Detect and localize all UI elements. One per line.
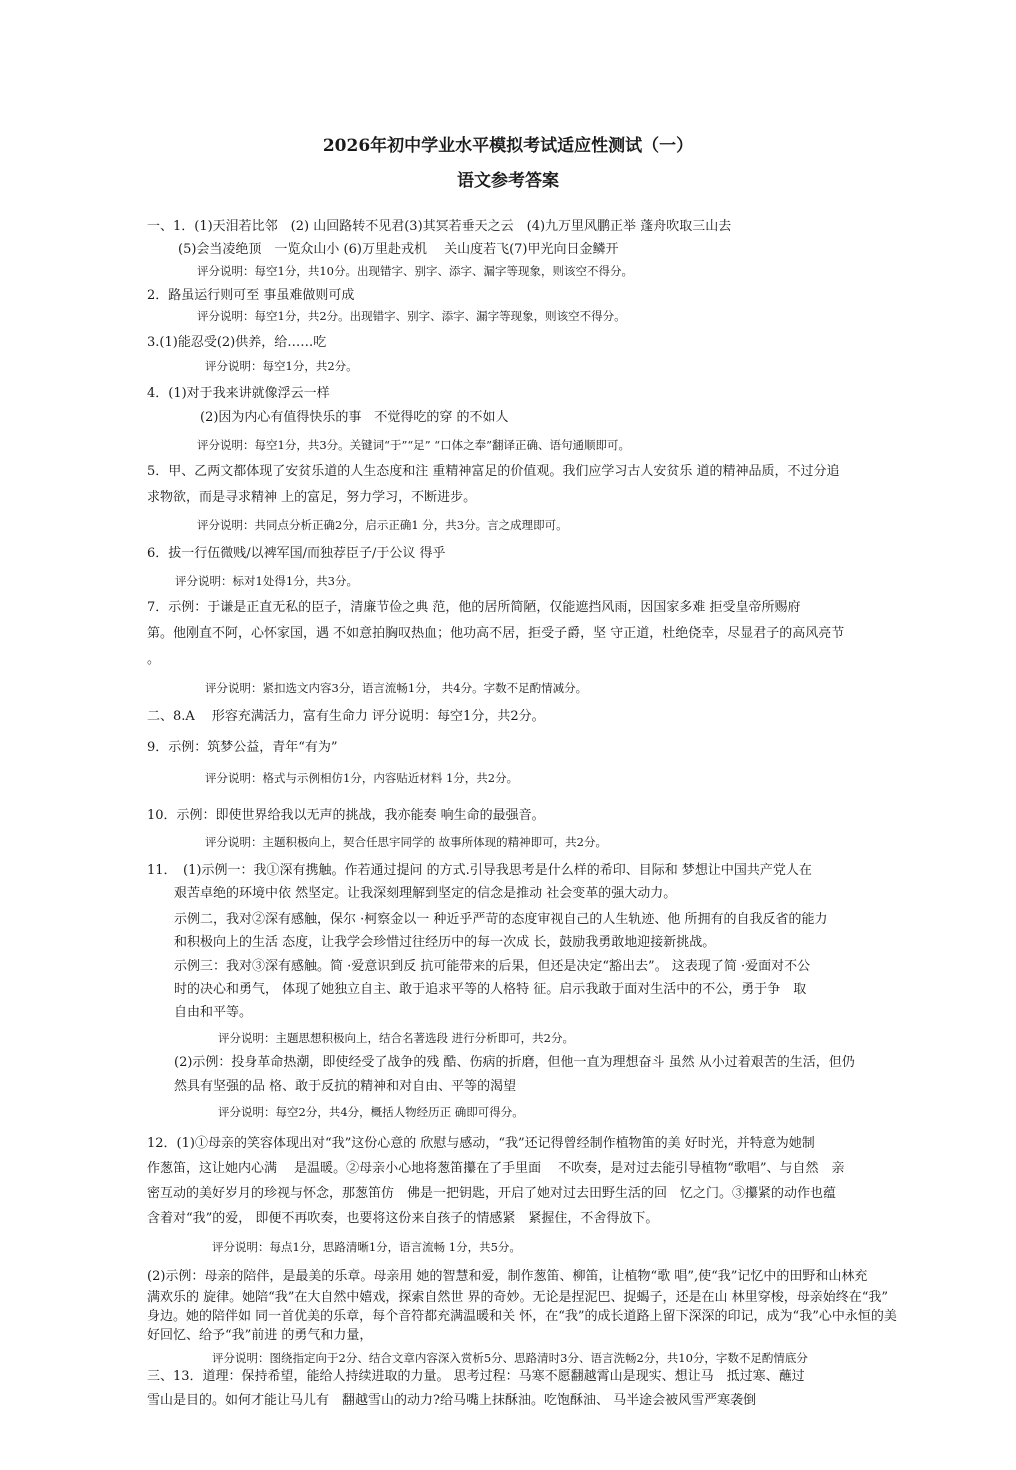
page-title: 2026年初中学业水平模拟考试适应性测试（一） [322, 136, 694, 156]
answer-line-12g: 身边。她的陪伴如 同一首优美的乐章，每个音符都充满温暖和关 怀，在“我”的成长道路上留下深深的印记，成为“我”心中永恒的美 [147, 1309, 897, 1324]
answer-line-11f: 时的决心和勇气， 体现了她独立自主、敢于追求平等的人格特 征。启示我敢于面对生活中的不公，勇于争 取 [174, 982, 807, 997]
answer-line-13b: 雪山是目的。如何才能让马儿有 翻越雪山的动力?给马嘴上抹酥油。吃饱酥油、 马半途会被风雪严寒袭倒 [147, 1393, 757, 1408]
scoring-note-3: 评分说明：每空1分，共2分。 [205, 359, 358, 373]
answer-line-12d: 含着对“我”的爱， 即便不再吹奏，也要将这份来自孩子的情感紧 紧握住，不舍得放下。 [147, 1211, 659, 1226]
scoring-note-7: 评分说明：紧扣选文内容3分，语言流畅1分， 共4分。字数不足酌情减分。 [205, 681, 588, 695]
answer-line-12h: 好回忆、给予“我”前进 的勇气和力量， [147, 1328, 373, 1343]
answer-line-11h: (2)示例：投身革命热潮，即使经受了战争的残 酷、伤病的折磨，但他一直为理想奋斗 虽然 从小过着艰苦的生活，但仍 [174, 1055, 855, 1070]
scoring-note-6: 评分说明：标对1处得1分，共3分。 [175, 574, 358, 588]
scoring-note-9: 评分说明：格式与示例相仿1分，内容贴近材料 1分，共2分。 [205, 771, 519, 785]
answer-line-9: 9．示例：筑梦公益，青年“有为” [147, 740, 338, 755]
answer-line-13a: 三、13．道理：保持希望，能给人持续进取的力量。 思考过程：马寒不愿翻越霄山是现实、想让马 抵过寒、蘸过 [147, 1369, 805, 1384]
answer-line-12e: (2)示例：母亲的陪伴，是最美的乐章。母亲用 她的智慧和爱，制作葱笛、柳笛，让植物“歌 唱”,使“我”记忆中的田野和山林充 [147, 1269, 868, 1284]
answer-line-11c: 示例二，我对②深有感触，保尔 ·柯察金以一 种近乎严苛的态度审视自己的人生轨迹、他 所拥有的自我反省的能力 [174, 912, 828, 927]
scoring-note-11b: 评分说明：每空2分，共4分，概括人物经历正 确即可得分。 [218, 1105, 524, 1119]
answer-line-8: 二、8.A 形容充满活力，富有生命力 评分说明：每空1分，共2分。 [147, 709, 545, 724]
answer-line-12f: 满欢乐的 旋律。她陪“我”在大自然中嬉戏，探索自然世 界的奇妙。无论是捏泥巴、捉蝎子，还是在山 林里穿梭，母亲始终在“我” [147, 1290, 888, 1305]
answer-line-3: 3.(1)能忍受(2)供养，给……吃 [147, 335, 327, 350]
answer-line-11a: 11． (1)示例一：我①深有携触。作若通过提问 的方式.引导我思考是什么样的希印、目际和 梦想让中国共产党人在 [147, 863, 812, 878]
answer-line-2: 2．路虽运行则可至 事虽难做则可成 [147, 288, 355, 303]
answer-line-12b: 作葱笛，这让她内心满 是温暖。②母亲小心地将葱笛攥在了手里面 不吹奏，是对过去能引导植物“歌唱”、与自然 亲 [147, 1161, 845, 1176]
scoring-note-5: 评分说明：共同点分析正确2分，启示正确1 分，共3分。言之成理即可。 [197, 518, 568, 532]
answer-line-10: 10．示例：即使世界给我以无声的挑战，我亦能奏 响生命的最强音。 [147, 808, 545, 823]
scoring-note-4: 评分说明：每空1分，共3分。关键词“于”“足” “口体之奉”翻译正确、语句通顺即可。 [197, 438, 631, 452]
answer-line-12a: 12．(1)①母亲的笑容体现出对“我”这份心意的 欣慰与感动，“我”还记得曾经制作植物笛的美 好时光，并特意为她制 [147, 1136, 815, 1151]
answer-line-1: 一、1．(1)天泪若比邻 (2) 山回路转不见君(3)其冥若垂天之云 (4)九万里风鹏正举 蓬舟吹取三山去 [147, 219, 732, 234]
scoring-note-1: 评分说明：每空1分，共10分。出现错字、别字、添字、漏字等现象，则该空不得分。 [197, 264, 633, 278]
answer-line-1-cont: (5)会当凌绝顶 一览众山小 (6)万里赴戎机 关山度若飞(7)甲光向日金鳞开 [178, 242, 619, 257]
scoring-note-12a: 评分说明：每点1分，思路清晰1分，语言流畅 1分，共5分。 [212, 1240, 521, 1254]
scoring-note-11a: 评分说明：主题思想积极向上，结合名著选段 进行分析即可，共2分。 [218, 1031, 574, 1045]
answer-line-11e: 示例三：我对③深有感触。简 ·爱意识到反 抗可能带来的后果，但还是决定“豁出去”。 这表现了简 ·爱面对不公 [174, 959, 811, 974]
page-subtitle: 语文参考答案 [457, 171, 559, 191]
answer-line-11d: 和积极向上的生活 态度，让我学会珍惜过往经历中的每一次成 长，鼓励我勇敢地迎接新挑战。 [174, 935, 716, 950]
answer-line-7a: 7．示例：于谦是正直无私的臣子，清廉节俭之典 范，他的居所简陋，仅能遮挡风雨，因国家多难 拒受皇帝所赐府 [147, 600, 801, 615]
scoring-note-2: 评分说明：每空1分，共2分。出现错字、别字、添字、漏字等现象，则该空不得分。 [197, 309, 626, 323]
answer-line-12c: 密互动的美好岁月的珍视与怀念，那葱笛仿 佛是一把钥匙，开启了她对过去田野生活的回 忆之门。③攥紧的动作也蕴 [147, 1186, 837, 1201]
answer-line-11g: 自由和平等。 [174, 1005, 253, 1020]
scoring-note-10: 评分说明：主题积极向上，契合任思宇同学的 故事所体现的精神即可，共2分。 [205, 835, 607, 849]
answer-line-11i: 然具有坚强的品 格、敢于反抗的精神和对自由、平等的渴望 [174, 1079, 517, 1094]
answer-line-11b: 艰苦卓绝的环境中依 然坚定。让我深刻理解到坚定的信念是推动 社会变革的强大动力。 [174, 886, 677, 901]
answer-line-4a: 4．(1)对于我来讲就像浮云一样 [147, 386, 330, 401]
scoring-note-12b: 评分说明：图绕指定向于2分、结合文章内容深入赏析5分、思路清时3分、语言洗畅2分，共10分，字数不足酌情底分 [212, 1351, 808, 1365]
answer-line-5b: 求物欲，而是寻求精神 上的富足，努力学习，不断进步。 [147, 490, 477, 505]
answer-line-5a: 5．甲、乙两文都体现了安贫乐道的人生态度和注 重精神富足的价值观。我们应学习古人安贫乐 道的精神品质，不过分追 [147, 464, 840, 479]
answer-line-7c: 。 [147, 652, 161, 667]
answer-line-4b: (2)因为内心有值得快乐的事 不觉得吃的穿 的不如人 [200, 410, 509, 425]
answer-line-6: 6．拔一行伍微贱/以裨军国/而独荐臣子/于公议 得乎 [147, 546, 446, 561]
answer-line-7b: 第。他刚直不阿，心怀家国，遇 不如意拍胸叹热血；他功高不居，拒受子爵，坚 守正道，杜绝侥幸，尽显君子的高风亮节 [147, 626, 845, 641]
